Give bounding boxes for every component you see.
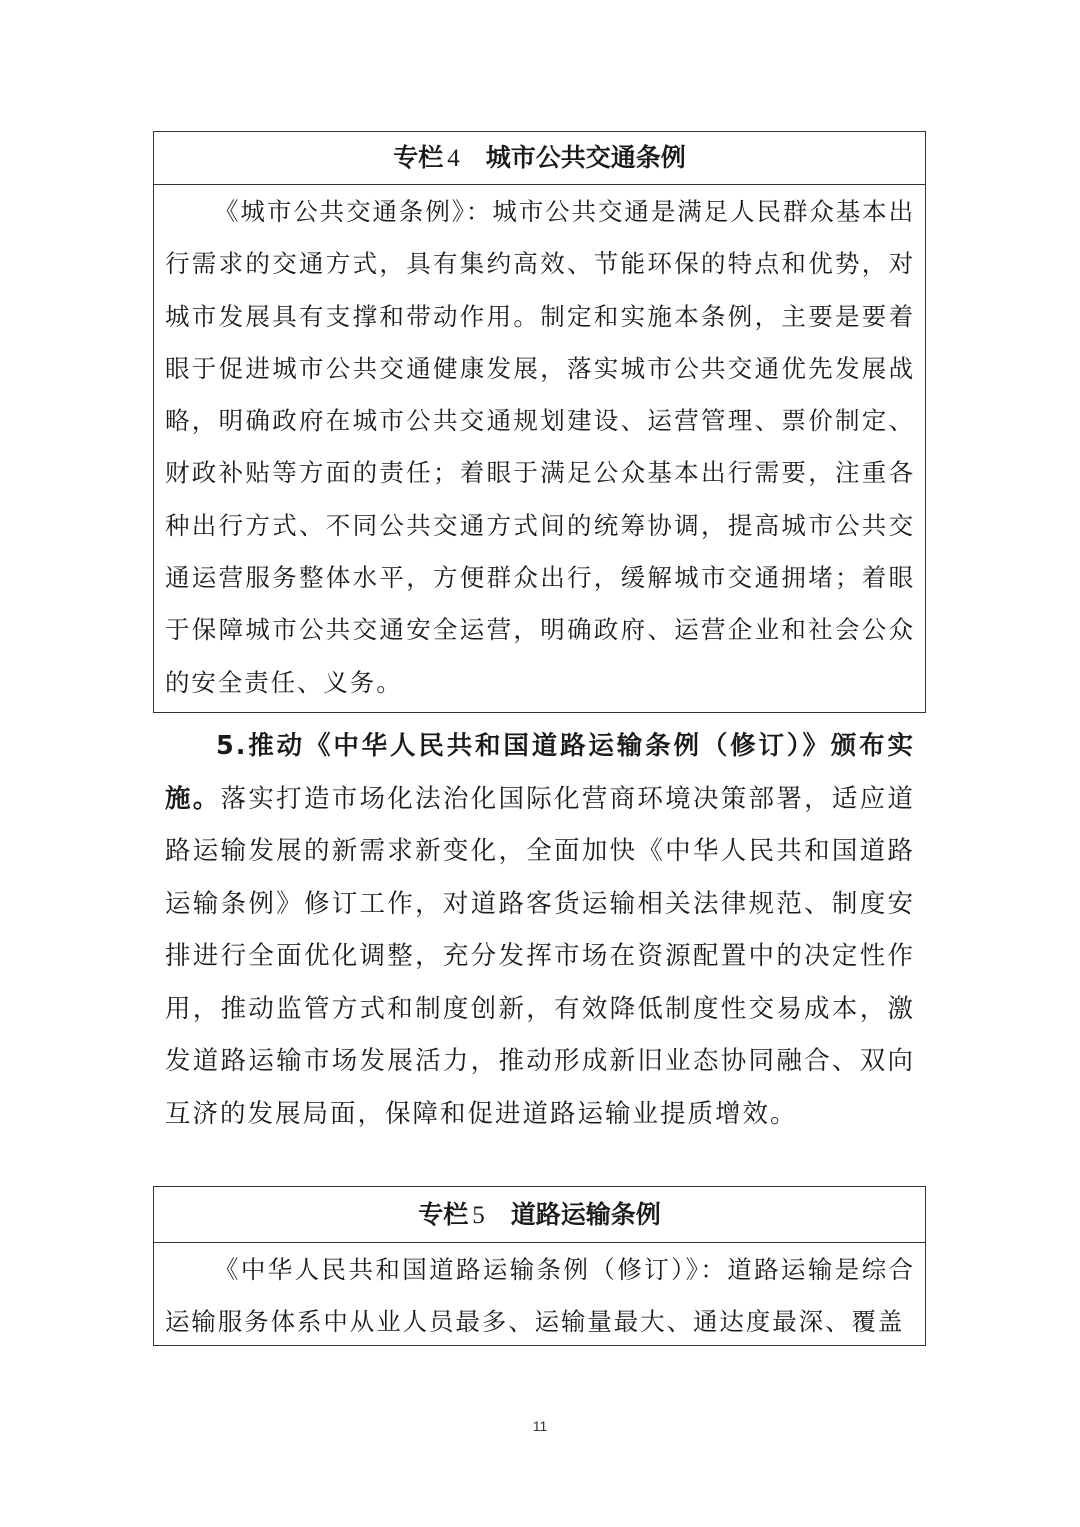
section-5-body: 落实打造市场化法治化国际化营商环境决策部署，适应道路运输发展的新需求新变化，全面加快《中华人民共和国道路运输条例》修订工作，对道路客货运输相关法律规范、制度安排进行全面优化调整，充分发挥市场在资源配置中的决定性作用，推动监管方式和制度创新，有效降低制度性交易成本，激发道路运输市场发展活力，推动形成新旧业态协同融合、双向互济的发展局面，保障和促进道路运输业提质增效。 (165, 783, 915, 1129)
column-box-4-title-prefix: 专栏 (393, 143, 444, 172)
section-5-text (165, 720, 915, 1140)
column-box-5-title-prefix: 专栏 (418, 1200, 469, 1229)
column-box-5-body (154, 1243, 925, 1349)
column-box-5-text: 《中华人民共和国道路运输条例（修订）》：道路运输是综合运输服务体系中从业人员最多、运输量最大、通达度最深、覆盖 (165, 1255, 915, 1337)
column-box-4 (153, 131, 926, 713)
column-box-4-title-number: 4 (447, 145, 460, 172)
column-box-5-title-number: 5 (472, 1202, 485, 1229)
section-5-paragraph (165, 720, 915, 1140)
column-box-5-title (154, 1187, 925, 1243)
column-box-4-title-text: 城市公共交通条例 (485, 143, 686, 172)
column-box-4-title (154, 132, 925, 185)
page-number: 11 (532, 1418, 548, 1434)
column-box-5-title-text: 道路运输条例 (510, 1200, 661, 1229)
column-box-4-body (154, 185, 925, 709)
column-box-5 (153, 1186, 926, 1346)
column-box-4-text: 《城市公共交通条例》：城市公共交通是满足人民群众基本出行需求的交通方式，具有集约高效、节能环保的特点和优势，对城市发展具有支撑和带动作用。制定和实施本条例，主要是要着眼于促进城市公共交通健康发展，落实城市公共交通优先发展战略，明确政府在城市公共交通规划建设、运营管理、票价制定、财政补贴等方面的责任；着眼于满足公众基本出行需要，注重各种出行方式、不同公共交通方式间的统筹协调，提高城市公共交通运营服务整体水平，方便群众出行，缓解城市交通拥堵；着眼于保障城市公共交通安全运营，明确政府、运营企业和社会公众的安全责任、义务。 (165, 197, 915, 697)
section-5-heading: 5.推动《中华人民共和国道路运输条例（修订）》颁布实施。 (165, 731, 915, 814)
